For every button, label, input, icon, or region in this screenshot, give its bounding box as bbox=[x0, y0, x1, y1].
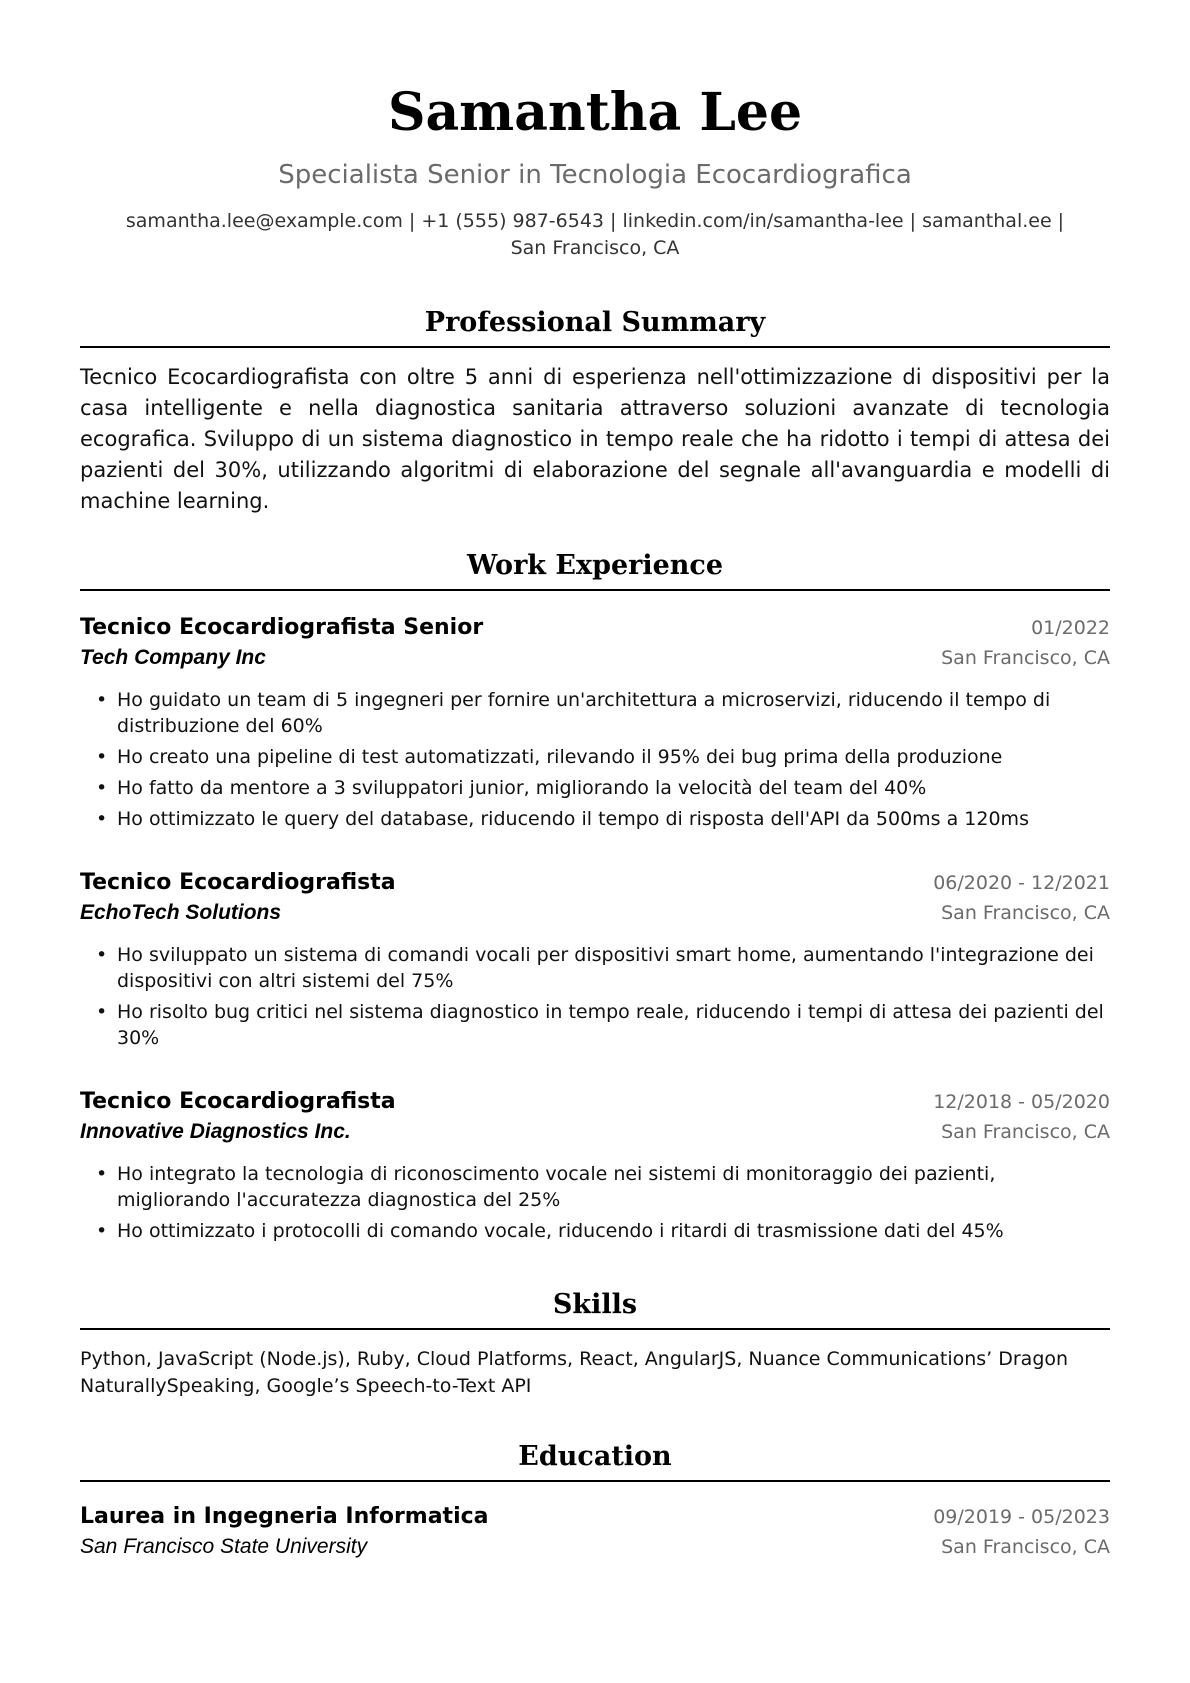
bullet-text: Ho integrato la tecnologia di riconoscimento vocale nei sistemi di monitoraggio dei pazienti, migliorando l'accuratezza diagnostica del 25% bbox=[117, 1163, 996, 1211]
school-name: San Francisco State University bbox=[80, 1535, 368, 1558]
bullet-dot: • bbox=[96, 746, 108, 768]
bullet-item bbox=[80, 806, 1110, 832]
bullet-item bbox=[80, 1161, 1110, 1213]
bullet-dot: • bbox=[96, 1001, 108, 1023]
education-heading: Education bbox=[80, 1440, 1110, 1482]
job-title: Tecnico Ecocardiografista bbox=[80, 1089, 396, 1114]
bullet-text: Ho sviluppato un sistema di comandi vocali per dispositivi smart home, aumentando l'integrazione dei dispositivi con altri sistemi del 75% bbox=[117, 944, 1094, 992]
summary-text: Tecnico Ecocardiografista con oltre 5 anni di esperienza nell'ottimizzazione di dispositivi per la casa intelligente e nella diagnostica sanitaria attraverso soluzioni avanzate di tecnologia ecografica. Sviluppo di un sistema diagnostico in tempo reale che ha ridotto i tempi di attesa dei pazienti del 30%, utilizzando algoritmi di elaborazione del segnale all'avanguardia e modelli di machine learning. bbox=[80, 365, 1110, 513]
job-title: Tecnico Ecocardiografista Senior bbox=[80, 615, 484, 640]
company-name: EchoTech Solutions bbox=[80, 901, 282, 924]
bullet-dot: • bbox=[96, 808, 108, 830]
bullet-item bbox=[80, 999, 1110, 1051]
bullet-text: Ho fatto da mentore a 3 sviluppatori junior, migliorando la velocità del team del 40% bbox=[117, 777, 927, 799]
bullet-dot: • bbox=[96, 1163, 108, 1185]
bullet-item bbox=[80, 1218, 1110, 1244]
contact-line: samantha.lee@example.com | +1 (555) 987-6543 | linkedin.com/in/samantha-lee | samanthal.ee | San Francisco, CA bbox=[125, 210, 1065, 259]
candidate-title: Specialista Senior in Tecnologia Ecocardiografica bbox=[278, 160, 912, 190]
job-bullets bbox=[80, 942, 1110, 1051]
degree-title: Laurea in Ingegneria Informatica bbox=[80, 1504, 489, 1529]
skills-text: Python, JavaScript (Node.js), Ruby, Cloud Platforms, React, AngularJS, Nuance Communications’ Dragon NaturallySpeaking, Google’s Speech-to-Text API bbox=[80, 1348, 1069, 1397]
summary-heading: Professional Summary bbox=[80, 306, 1110, 348]
job-date: 12/2018 - 05/2020 bbox=[933, 1091, 1110, 1113]
bullet-item bbox=[80, 744, 1110, 770]
job-date: 01/2022 bbox=[1031, 617, 1110, 639]
job-location: San Francisco, CA bbox=[941, 902, 1110, 924]
bullet-dot: • bbox=[96, 1220, 108, 1242]
bullet-item bbox=[80, 775, 1110, 801]
job-entry bbox=[80, 613, 1110, 832]
job-bullets bbox=[80, 1161, 1110, 1244]
work-heading: Work Experience bbox=[80, 549, 1110, 591]
bullet-dot: • bbox=[96, 689, 108, 711]
education-location: San Francisco, CA bbox=[941, 1536, 1110, 1558]
candidate-name: Samantha Lee bbox=[387, 82, 803, 143]
bullet-dot: • bbox=[96, 777, 108, 799]
job-bullets bbox=[80, 687, 1110, 832]
bullet-dot: • bbox=[96, 944, 108, 966]
bullet-item bbox=[80, 942, 1110, 994]
bullet-text: Ho guidato un team di 5 ingegneri per fornire un'architettura a microservizi, riducendo il tempo di distribuzione del 60% bbox=[117, 689, 1051, 737]
job-location: San Francisco, CA bbox=[941, 1121, 1110, 1143]
job-entry bbox=[80, 868, 1110, 1051]
education-entry bbox=[80, 1502, 1110, 1562]
bullet-text: Ho ottimizzato le query del database, riducendo il tempo di risposta dell'API da 500ms a 120ms bbox=[117, 808, 1029, 830]
job-location: San Francisco, CA bbox=[941, 647, 1110, 669]
bullet-item bbox=[80, 687, 1110, 739]
bullet-text: Ho ottimizzato i protocolli di comando vocale, riducendo i ritardi di trasmissione dati del 45% bbox=[117, 1220, 1004, 1242]
company-name: Innovative Diagnostics Inc. bbox=[80, 1120, 351, 1143]
education-date: 09/2019 - 05/2023 bbox=[933, 1506, 1110, 1528]
bullet-text: Ho risolto bug critici nel sistema diagnostico in tempo reale, riducendo i tempi di attesa dei pazienti del 30% bbox=[117, 1001, 1104, 1049]
job-title: Tecnico Ecocardiografista bbox=[80, 870, 396, 895]
job-entry bbox=[80, 1087, 1110, 1244]
job-date: 06/2020 - 12/2021 bbox=[933, 872, 1110, 894]
bullet-text: Ho creato una pipeline di test automatizzati, rilevando il 95% dei bug prima della produzione bbox=[117, 746, 1003, 768]
skills-heading: Skills bbox=[80, 1288, 1110, 1330]
company-name: Tech Company Inc bbox=[80, 646, 266, 669]
